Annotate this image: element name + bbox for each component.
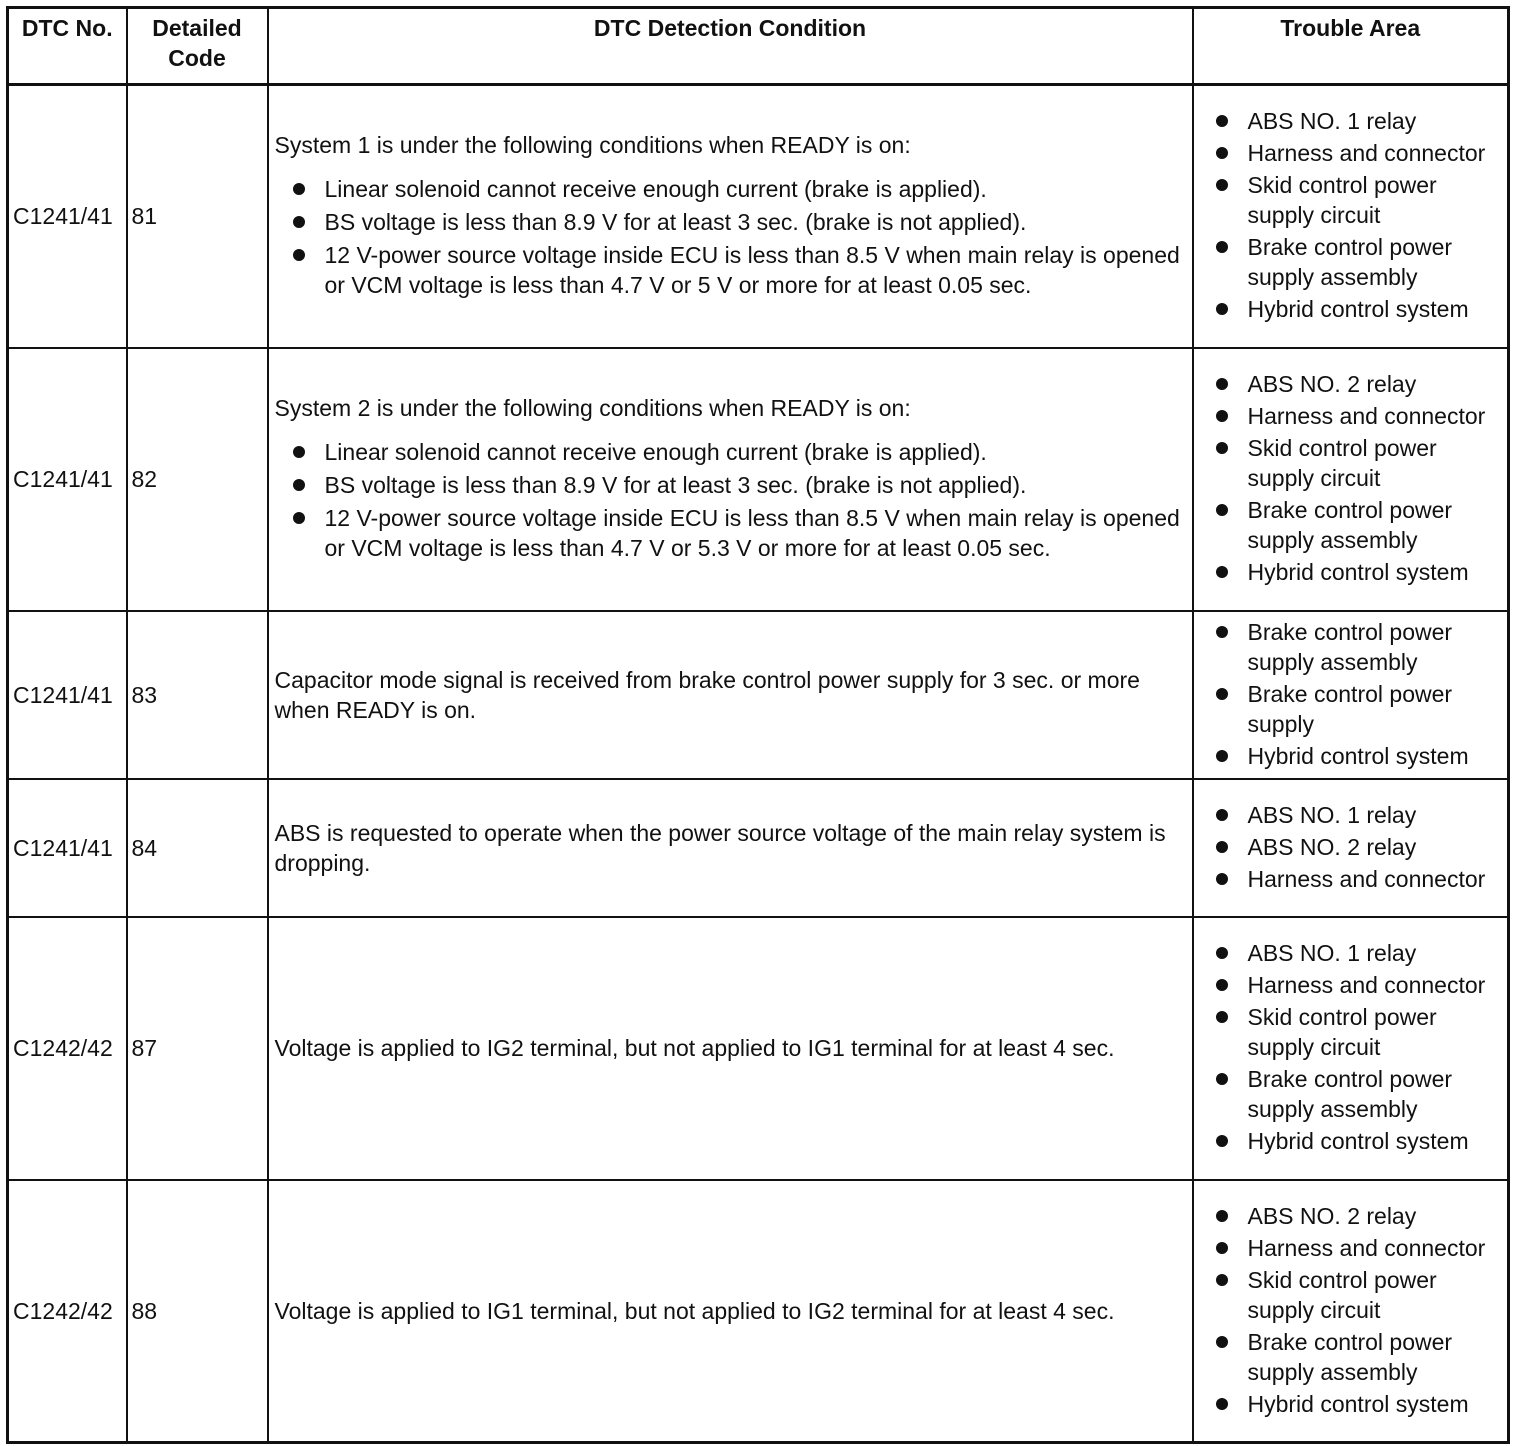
- trouble-area-item: [1214, 557, 1502, 587]
- trouble-area: [1193, 611, 1509, 779]
- trouble-area: [1193, 348, 1509, 611]
- trouble-area-item: [1214, 679, 1502, 739]
- bullet-icon: [1216, 410, 1228, 422]
- bullet-icon: [293, 249, 305, 261]
- condition-item: [275, 174, 1186, 204]
- trouble-area-text: Brake control power supply assembly: [1247, 234, 1453, 291]
- header-trouble-area: Trouble Area: [1193, 8, 1509, 85]
- detection-condition: Capacitor mode signal is received from brake control power supply for 3 sec. or more when READY is on.: [268, 611, 1193, 779]
- bullet-icon: [293, 512, 305, 524]
- trouble-area-item: [1214, 106, 1502, 136]
- bullet-icon: [293, 479, 305, 491]
- table-header: [8, 8, 1509, 85]
- bullet-icon: [1216, 566, 1228, 578]
- condition-item: [275, 240, 1186, 300]
- condition-text: BS voltage is less than 8.9 V for at least 3 sec. (brake is not applied).: [324, 208, 1027, 235]
- header-detection-condition: DTC Detection Condition: [268, 8, 1193, 85]
- trouble-area-text: Brake control power supply assembly: [1247, 618, 1453, 675]
- trouble-area-item: [1214, 938, 1502, 968]
- trouble-area-item: [1214, 433, 1502, 493]
- table-row: [8, 348, 1509, 611]
- dtc-number: C1241/41: [8, 85, 127, 348]
- trouble-area-text: ABS NO. 1 relay: [1247, 940, 1417, 966]
- bullet-icon: [1216, 1274, 1228, 1286]
- bullet-icon: [1216, 1242, 1228, 1254]
- trouble-area-list: [1214, 369, 1502, 587]
- bullet-icon: [1216, 147, 1228, 159]
- trouble-area-text: Skid control power supply circuit: [1247, 1266, 1437, 1323]
- bullet-icon: [1216, 1073, 1228, 1085]
- bullet-icon: [1216, 179, 1228, 191]
- trouble-area-text: ABS NO. 2 relay: [1247, 833, 1417, 860]
- trouble-area-text: Harness and connector: [1247, 1234, 1486, 1261]
- trouble-area-text: Harness and connector: [1247, 140, 1486, 167]
- trouble-area-item: [1214, 1064, 1502, 1124]
- bullet-icon: [1216, 626, 1228, 638]
- trouble-area-item: [1214, 970, 1502, 1000]
- trouble-area-list: [1214, 106, 1502, 324]
- header-detailed-code: Detailed Code: [127, 8, 268, 85]
- table-row: [8, 1180, 1509, 1443]
- condition-text: 12 V-power source voltage inside ECU is less than 8.5 V when main relay is opened or VCM voltage is less than 4.7 V or 5 V or more for at least 0.05 sec.: [324, 241, 1180, 298]
- detection-condition: [268, 348, 1193, 611]
- bullet-icon: [1216, 809, 1228, 821]
- dtc-number: C1242/42: [8, 1180, 127, 1443]
- detection-condition: Voltage is applied to IG2 terminal, but not applied to IG1 terminal for at least 4 sec.: [268, 917, 1193, 1180]
- dtc-number: C1241/41: [8, 611, 127, 779]
- detailed-code: 81: [127, 85, 268, 348]
- bullet-icon: [1216, 947, 1228, 959]
- detection-condition: ABS is requested to operate when the power source voltage of the main relay system is dropping.: [268, 779, 1193, 917]
- trouble-area-text: Hybrid control system: [1247, 742, 1469, 769]
- detailed-code: 83: [127, 611, 268, 779]
- detailed-code: 88: [127, 1180, 268, 1443]
- table-row: [8, 85, 1509, 348]
- dtc-number: C1241/41: [8, 779, 127, 917]
- trouble-area-text: Brake control power supply: [1247, 680, 1453, 737]
- condition-item: [275, 437, 1186, 467]
- trouble-area-item: [1214, 495, 1502, 555]
- condition-text: BS voltage is less than 8.9 V for at least 3 sec. (brake is not applied).: [324, 471, 1027, 498]
- condition-item: [275, 207, 1186, 237]
- bullet-icon: [1216, 1210, 1228, 1222]
- bullet-icon: [1216, 241, 1228, 253]
- trouble-area-item: [1214, 1327, 1502, 1387]
- trouble-area-text: Harness and connector: [1247, 972, 1486, 998]
- trouble-area-item: [1214, 864, 1502, 894]
- bullet-icon: [1216, 873, 1228, 885]
- bullet-icon: [293, 446, 305, 458]
- table-row: [8, 611, 1509, 779]
- trouble-area: [1193, 917, 1509, 1180]
- trouble-area-item: [1214, 401, 1502, 431]
- condition-text: Linear solenoid cannot receive enough current (brake is applied).: [324, 175, 987, 202]
- trouble-area-item: [1214, 138, 1502, 168]
- trouble-area-text: Harness and connector: [1247, 865, 1486, 892]
- bullet-icon: [1216, 1135, 1228, 1147]
- bullet-icon: [1216, 750, 1228, 762]
- trouble-area-text: Skid control power supply circuit: [1247, 172, 1437, 229]
- trouble-area-text: ABS NO. 1 relay: [1247, 801, 1417, 828]
- trouble-area-item: [1214, 1126, 1502, 1156]
- trouble-area-item: [1214, 1233, 1502, 1263]
- trouble-area: [1193, 779, 1509, 917]
- trouble-area-list: [1214, 617, 1502, 771]
- bullet-icon: [1216, 1398, 1228, 1410]
- bullet-icon: [1216, 841, 1228, 853]
- trouble-area-list: [1214, 938, 1502, 1156]
- trouble-area-list: [1214, 800, 1502, 894]
- trouble-area-text: Hybrid control system: [1247, 1128, 1469, 1154]
- trouble-area-list: [1214, 1201, 1502, 1419]
- trouble-area-text: Skid control power supply circuit: [1247, 1004, 1437, 1060]
- dtc-number: C1241/41: [8, 348, 127, 611]
- bullet-icon: [1216, 979, 1228, 991]
- trouble-area-item: [1214, 232, 1502, 292]
- detailed-code: 87: [127, 917, 268, 1180]
- trouble-area-text: Hybrid control system: [1247, 559, 1469, 585]
- trouble-area-item: [1214, 1389, 1502, 1419]
- bullet-icon: [1216, 1336, 1228, 1348]
- condition-text: Linear solenoid cannot receive enough current (brake is applied).: [324, 438, 987, 465]
- condition-list: [275, 174, 1186, 300]
- bullet-icon: [1216, 115, 1228, 127]
- condition-text: 12 V-power source voltage inside ECU is less than 8.5 V when main relay is opened or VCM voltage is less than 4.7 V or 5.3 V or more for at least 0.05 sec.: [324, 504, 1180, 561]
- trouble-area-text: Brake control power supply assembly: [1247, 497, 1453, 553]
- bullet-icon: [293, 183, 305, 195]
- trouble-area-item: [1214, 1201, 1502, 1231]
- trouble-area: [1193, 1180, 1509, 1443]
- trouble-area-item: [1214, 1002, 1502, 1062]
- table-row: [8, 917, 1509, 1180]
- trouble-area-item: [1214, 369, 1502, 399]
- bullet-icon: [293, 216, 305, 228]
- trouble-area-item: [1214, 170, 1502, 230]
- dtc-number: C1242/42: [8, 917, 127, 1180]
- trouble-area-text: ABS NO. 2 relay: [1247, 371, 1417, 397]
- trouble-area-text: Hybrid control system: [1247, 296, 1469, 323]
- bullet-icon: [1216, 303, 1228, 315]
- trouble-area: [1193, 85, 1509, 348]
- detailed-code: 84: [127, 779, 268, 917]
- condition-intro: System 2 is under the following conditions when READY is on:: [274, 394, 911, 421]
- trouble-area-item: [1214, 1265, 1502, 1325]
- detection-condition: [268, 85, 1193, 348]
- trouble-area-text: ABS NO. 2 relay: [1247, 1202, 1417, 1229]
- trouble-area-item: [1214, 294, 1502, 324]
- trouble-area-text: Harness and connector: [1247, 403, 1486, 429]
- dtc-table: [6, 6, 1510, 1444]
- trouble-area-text: Skid control power supply circuit: [1247, 435, 1437, 491]
- trouble-area-item: [1214, 832, 1502, 862]
- condition-intro: System 1 is under the following conditions when READY is on:: [274, 131, 911, 158]
- trouble-area-item: [1214, 800, 1502, 830]
- table-row: [8, 779, 1509, 917]
- condition-item: [275, 470, 1186, 500]
- bullet-icon: [1216, 688, 1228, 700]
- detailed-code: 82: [127, 348, 268, 611]
- bullet-icon: [1216, 1011, 1228, 1023]
- trouble-area-text: Brake control power supply assembly: [1247, 1066, 1453, 1122]
- trouble-area-text: Hybrid control system: [1247, 1390, 1469, 1417]
- trouble-area-text: ABS NO. 1 relay: [1247, 108, 1417, 135]
- header-dtc-no: DTC No.: [8, 8, 127, 85]
- condition-item: [275, 503, 1186, 563]
- bullet-icon: [1216, 378, 1228, 390]
- bullet-icon: [1216, 504, 1228, 516]
- detection-condition: Voltage is applied to IG1 terminal, but not applied to IG2 terminal for at least 4 sec.: [268, 1180, 1193, 1443]
- condition-list: [275, 437, 1186, 563]
- trouble-area-item: [1214, 741, 1502, 771]
- trouble-area-item: [1214, 617, 1502, 677]
- trouble-area-text: Brake control power supply assembly: [1247, 1328, 1453, 1385]
- bullet-icon: [1216, 442, 1228, 454]
